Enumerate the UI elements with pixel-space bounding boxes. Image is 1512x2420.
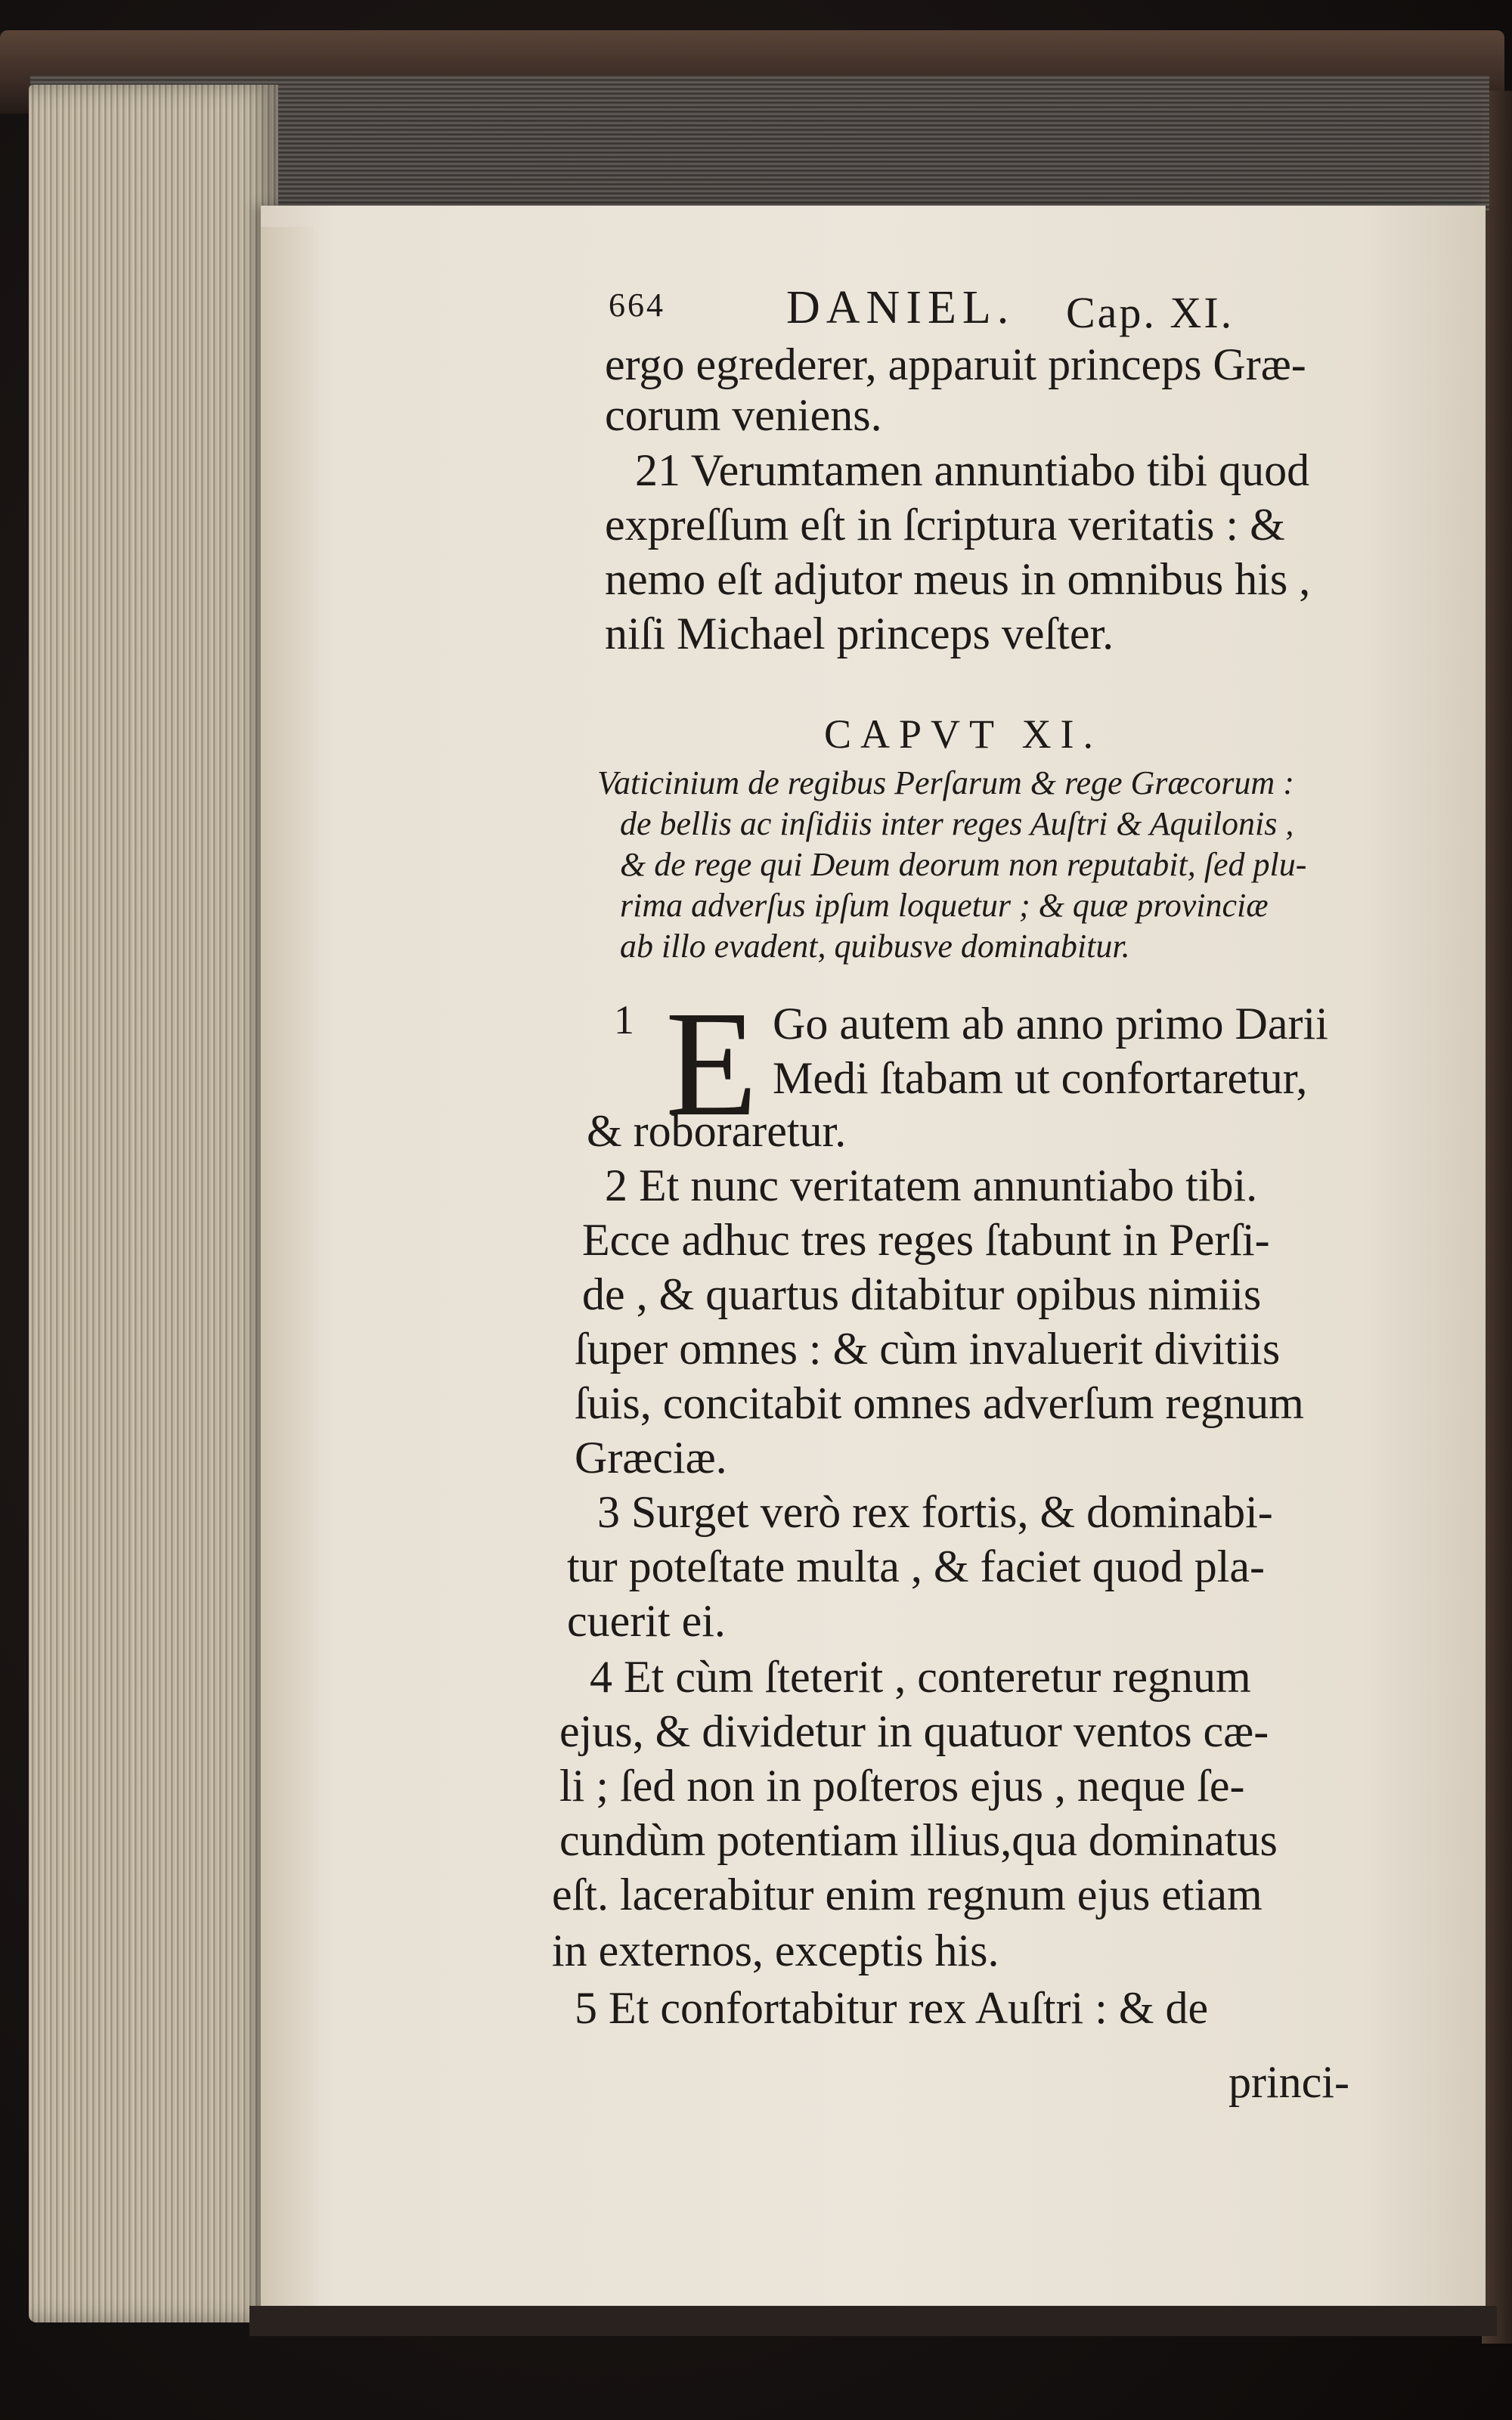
verse-number: 1 [614, 997, 634, 1043]
summary-line: & de rege qui Deum deorum non reputabit, ſed plu- [620, 846, 1307, 883]
summary-line: Vaticinium de regibus Perſarum & rege Græcorum : [597, 764, 1294, 801]
text-line: tur poteſtate multa , & faciet quod pla- [567, 1542, 1266, 1591]
text-line: in externos, exceptis his. [552, 1926, 999, 1975]
text-line: 5 Et confortabitur rex Auſtri : & de [575, 1983, 1209, 2033]
text-line: nemo eſt adjutor meus in omnibus his , [605, 554, 1311, 604]
catchword: princi- [1228, 2057, 1349, 2107]
drop-cap: E [665, 981, 758, 1148]
book-cover-right [1482, 91, 1512, 2344]
text-line: Go autem ab anno primo Darii [773, 999, 1328, 1049]
text-line: corum veniens. [605, 390, 882, 440]
text-line: niſi Michael princeps veſter. [605, 609, 1114, 658]
text-line: cuerit ei. [567, 1596, 726, 1646]
running-title: DANIEL. [786, 282, 1015, 333]
text-line: ſuper omnes : & cùm invaluerit divitiis [575, 1324, 1281, 1374]
text-line: li ; ſed non in poſteros ejus , neque ſe- [559, 1761, 1245, 1811]
text-line: ergo egrederer, apparuit princeps Græ- [605, 339, 1306, 389]
text-line: Ecce adhuc tres reges ſtabunt in Perſi- [582, 1215, 1270, 1265]
text-line: 3 Surget verò rex fortis, & dominabi- [597, 1487, 1273, 1537]
text-line: & roboraretur. [587, 1106, 847, 1156]
page-gutter [261, 227, 314, 2321]
text-line: cundùm potentiam illius,qua dominatus [559, 1815, 1278, 1865]
chapter-reference: Cap. XI. [1066, 288, 1235, 337]
text-line: expreſſum eſt in ſcriptura veritatis : & [605, 500, 1285, 550]
text-line: 21 Verumtamen annuntiabo tibi quod [635, 445, 1310, 495]
text-line: ſuis, concitabit omnes adverſum regnum [575, 1378, 1304, 1428]
text-line: de , & quartus ditabitur opibus nimiis [582, 1269, 1262, 1319]
chapter-heading: CAPVT XI. [824, 711, 1103, 757]
text-line: Medi ſtabam ut confortaretur, [773, 1053, 1308, 1103]
page-number: 664 [609, 287, 665, 324]
summary-line: rima adverſus ipſum loquetur ; & quæ provinciæ [620, 887, 1269, 924]
summary-line: ab illo evadent, quibusve dominabitur. [620, 928, 1130, 965]
page-edges-left [29, 85, 278, 2322]
text-line: eſt. lacerabitur enim regnum ejus etiam [552, 1870, 1263, 1920]
text-line: 2 Et nunc veritatem annuntiabo tibi. [605, 1160, 1258, 1210]
text-line: 4 Et cùm ſteterit , conteretur regnum [590, 1652, 1251, 1702]
text-line: Græciæ. [575, 1433, 727, 1483]
summary-line: de bellis ac inſidiis inter reges Auſtri & Aquilonis , [620, 805, 1294, 842]
book-bottom-edge [249, 2306, 1497, 2336]
text-line: ejus, & dividetur in quatuor ventos cæ- [559, 1706, 1269, 1756]
